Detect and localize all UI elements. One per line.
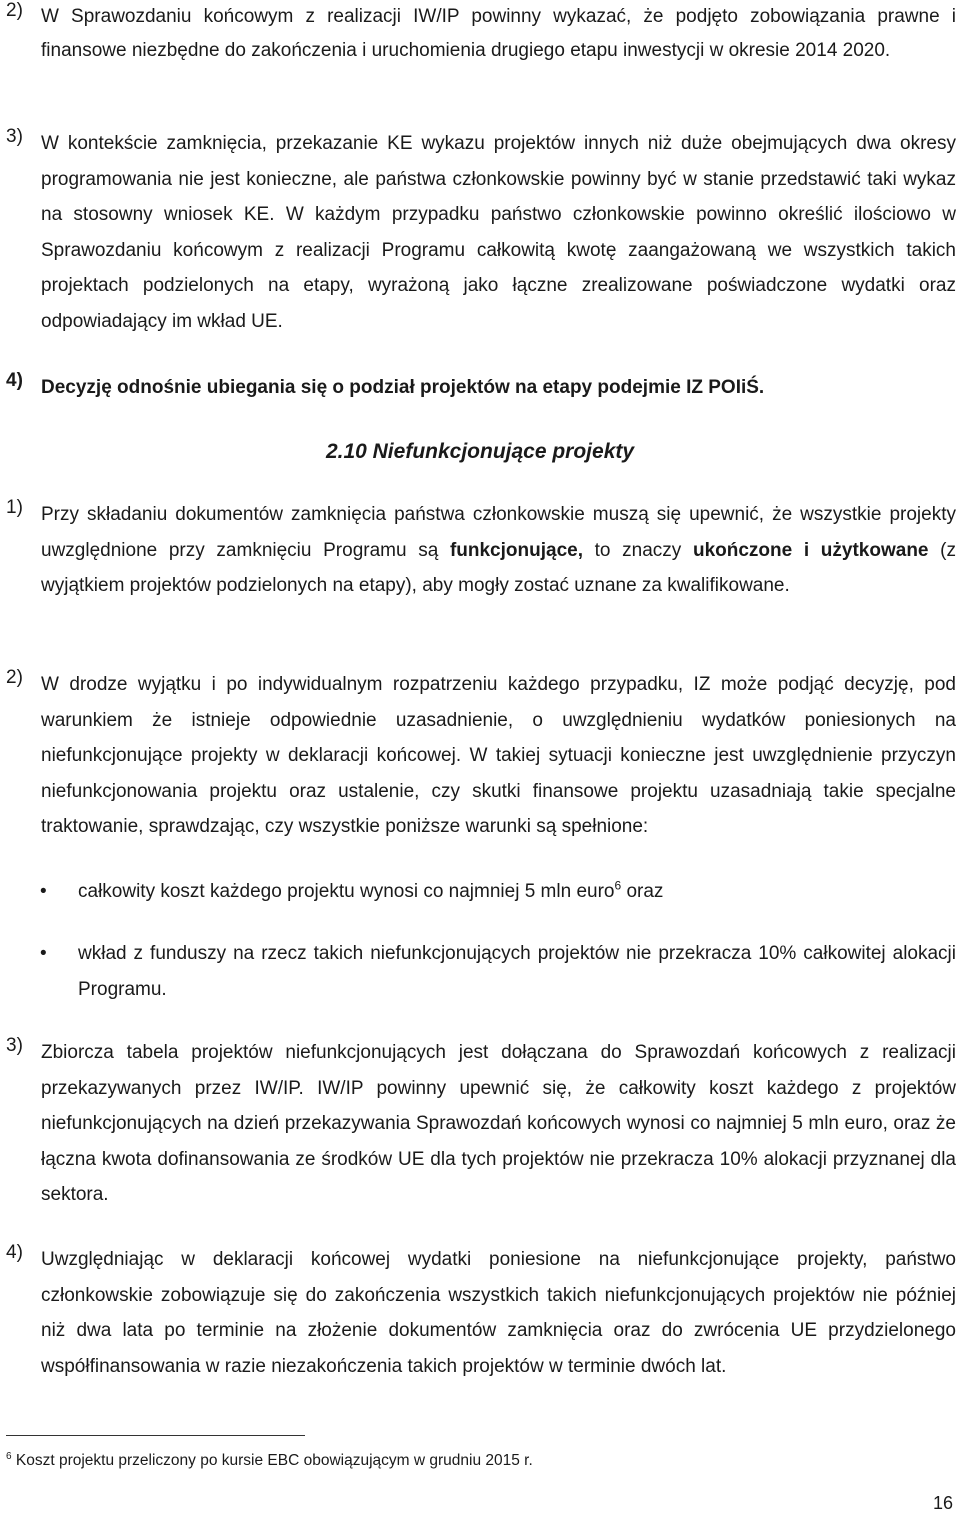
text-run: oraz xyxy=(621,881,664,902)
item-text: Zbiorcza tabela projektów niefunkcjonujących jest dołączana do Sprawozdań końcowych z realizacji przekazywanych przez IW/IP. IW/IP powinny upewnić się, że całkowity koszt każdego z projektów niefunkcjonujących na dzień przekazywania Sprawozdań końcowych wynosi co najmniej 5 mln euro, oraz że łączna kwota dofinansowania ze środków UE dla tych projektów nie przekracza 10% alokacji przyznanej dla sektora. xyxy=(41,1042,956,1205)
list-item-2 xyxy=(6,0,956,68)
item-number: 3) xyxy=(6,126,23,147)
bold-text-functioning: funkcjonujące, xyxy=(449,539,583,561)
page-number: 16 xyxy=(932,1493,953,1513)
section-item-1 xyxy=(6,497,956,604)
bullet-item-1 xyxy=(40,874,956,910)
section-item-3 xyxy=(6,1035,956,1213)
item-number: 4) xyxy=(6,1242,23,1263)
item-text xyxy=(41,497,956,604)
item-number: 2) xyxy=(6,0,23,21)
text-run: całkowity koszt każdego projektu wynosi co najmniej 5 mln euro xyxy=(78,881,615,902)
item-text: W Sprawozdaniu końcowym z realizacji IW/IP powinny wykazać, że podjęto zobowiązania prawne i finansowe niezbędne do zakończenia i uruchomienia drugiego etapu inwestycji w okresie 2014 2020. xyxy=(41,6,956,61)
bullet-text xyxy=(78,874,956,910)
text-run: (z wyjątkiem projektów podzielonych na etapy), aby mogły zostać uznane za kwalifikowane. xyxy=(41,539,956,596)
bullet-icon: • xyxy=(40,943,47,964)
footnote xyxy=(6,1450,533,1472)
item-text: W kontekście zamknięcia, przekazanie KE wykazu projektów innych niż duże obejmujących dwa okresy programowania nie jest konieczne, ale państwa członkowskie powinny być w stanie przedstawić taki wykaz na stosowny wniosek KE. W każdym przypadku państwo członkowskie powinno określić ilościowo w Sprawozdaniu końcowym z realizacji Programu całkowitą kwotę zaangażowaną we wszystkich takich projektach podzielonych na etapy, wyrażoną jako łączne zrealizowane poświadczone wydatki oraz odpowiadający im wkład UE. xyxy=(41,133,956,332)
footnote-text: Koszt projektu przeliczony po kursie EBC obowiązującym w grudniu 2015 r. xyxy=(15,1452,533,1469)
section-item-2 xyxy=(6,667,956,845)
item-number: 2) xyxy=(6,667,23,688)
bullet-icon: • xyxy=(40,881,47,902)
bullet-text: wkład z funduszy na rzecz takich niefunkcjonujących projektów nie przekracza 10% całkowitej alokacji Programu. xyxy=(78,943,956,1000)
item-number: 3) xyxy=(6,1035,23,1056)
section-heading: 2.10 Niefunkcjonujące projekty xyxy=(325,440,635,463)
item-number: 4) xyxy=(6,370,23,391)
item-text: W drodze wyjątku i po indywidualnym rozpatrzeniu każdego przypadku, IZ może podjąć decyzję, pod warunkiem że istnieje odpowiednie uzasadnienie, o uwzględnieniu wydatków poniesionych na niefunkcjonujące projekty w deklaracji końcowej. W takiej sytuacji konieczne jest uwzględnienie przyczyn niefunkcjonowania projektu oraz ustalenie, czy skutki finansowe projektu uzasadniają takie specjalne traktowanie, sprawdzając, czy wszystkie poniższe warunki są spełnione: xyxy=(41,674,956,837)
footnote-ref: 6 xyxy=(614,878,622,893)
text-run: Przy składaniu dokumentów zamknięcia państwa członkowskie muszą się upewnić, że wszystkie projekty uwzględnione przy zamknięciu Programu są xyxy=(41,504,956,561)
bullet-item-2 xyxy=(40,936,956,1007)
list-item-3 xyxy=(6,126,956,339)
footnote-number: 6 xyxy=(6,1450,12,1462)
item-text: Decyzję odnośnie ubiegania się o podział projektów na etapy podejmie IZ POIiŚ. xyxy=(41,377,765,398)
item-text: Uwzględniając w deklaracji końcowej wydatki poniesione na niefunkcjonujące projekty, państwo członkowskie zobowiązuje się do zakończenia wszystkich takich niefunkcjonujących projektów nie później niż dwa lata po terminie na złożenie dokumentów zamknięcia oraz do zwrócenia UE przydzielonego współfinansowania w razie niezakończenia takich projektów w terminie dwóch lat. xyxy=(41,1249,956,1377)
bold-text-completed-used: ukończone i użytkowane xyxy=(692,539,929,561)
item-number: 1) xyxy=(6,497,23,518)
list-item-4 xyxy=(6,370,956,406)
text-run: to znaczy xyxy=(582,539,693,561)
section-item-4 xyxy=(6,1242,956,1384)
footnote-divider xyxy=(6,1435,305,1436)
